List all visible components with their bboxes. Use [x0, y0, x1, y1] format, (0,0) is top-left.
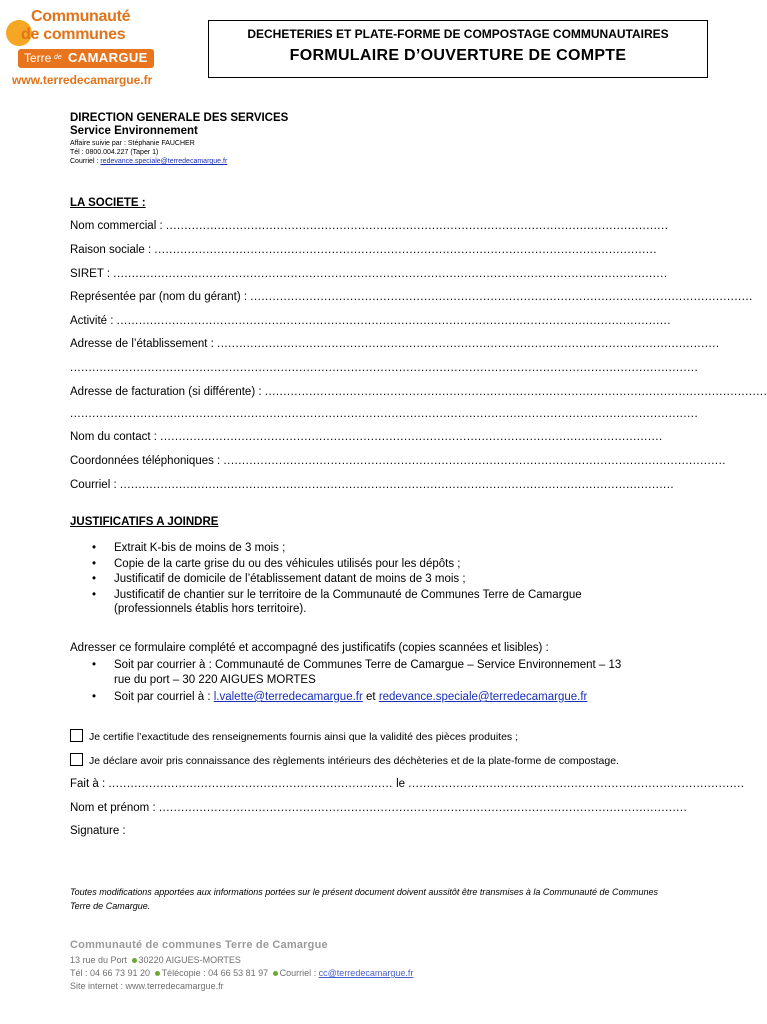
field-nom-prenom[interactable]: Nom et prénom : ............................................................................................................................................... [70, 802, 688, 814]
field-label: SIRET : [70, 268, 114, 280]
field-nom-contact[interactable]: Nom du contact : ........................................................................................................................................ [70, 431, 663, 443]
logo-band [18, 49, 154, 68]
footer-site: Site internet : www.terredecamargue.fr [70, 981, 224, 991]
field-siret[interactable]: SIRET : ...................................................................................................................................................... [70, 268, 668, 280]
field-label: Nom du contact : [70, 431, 161, 443]
email-link-redevance[interactable]: redevance.speciale@terredecamargue.fr [378, 691, 588, 703]
field-label: Nom et prénom : [70, 802, 159, 814]
envoi-intro: Adresser ce formulaire complété et accompagné des justificatifs (copies scannées et lisibles) : [70, 642, 549, 654]
field-adresse-etablissement[interactable]: Adresse de l’établissement : ........................................................................................................................................ [70, 338, 720, 350]
field-adresse-etablissement-suite[interactable]: .......................................................................................................................................................................... [70, 362, 699, 374]
envoi-courrier: • Soit par courrier à : Communauté de Communes Terre de Camargue – Service Environnement – 13 rue du port – 30 220 AIGUES MORTES [92, 658, 627, 687]
field-label: Adresse de l’établissement : [70, 338, 218, 350]
service-email-link[interactable]: redevance.speciale@terredecamargue.fr [100, 158, 228, 165]
footer-addr2: 30220 AIGUES-MORTES [138, 955, 241, 965]
list-item: • Copie de la carte grise du ou des véhicules utilisés pour les dépôts ; [92, 557, 627, 572]
field-adresse-facturation[interactable]: Adresse de facturation (si différente) : ........................................................................................................................................ [70, 386, 767, 398]
field-signature[interactable] [70, 825, 623, 837]
courriel-prefix: Soit par courriel à : [114, 691, 214, 703]
logo-band-camargue: CAMARGUE [68, 50, 148, 65]
societe-heading: LA SOCIETE : [70, 197, 146, 209]
list-item: • Justificatif de domicile de l’établissement datant de moins de 3 mois ; [92, 572, 627, 587]
footer-fax: Télécopie : 04 66 53 81 97 [161, 968, 271, 978]
logo-band-de: de [54, 54, 62, 61]
field-label: Signature : [70, 825, 126, 837]
header-box [208, 20, 708, 78]
justificatifs-list [92, 541, 627, 618]
list-item: • Extrait K-bis de moins de 3 mois ; [92, 541, 627, 556]
field-raison-sociale[interactable]: Raison sociale : ........................................................................................................................................ [70, 244, 657, 256]
service-tel: Tél : 0800.004.227 (Taper 1) [70, 149, 159, 156]
affaire-suivie: Affaire suivie par : Stéphanie FAUCHER [70, 140, 195, 147]
list-item: • Justificatif de chantier sur le territoire de la Communauté de Communes Terre de Camargue (professionnels établis hors territoire). [92, 588, 627, 617]
footer-addr1: 13 rue du Port [70, 955, 130, 965]
service-name: Service Environnement [70, 125, 198, 137]
field-fait-a[interactable]: Fait à : ............................................................................. le ........................................................................................... [70, 778, 745, 790]
reglement-row [70, 753, 619, 767]
field-label: Représentée par (nom du gérant) : [70, 291, 251, 303]
email-link-valette[interactable]: l.valette@terredecamargue.fr [213, 691, 363, 703]
field-label: Courriel : [70, 479, 120, 491]
logo-band-terre: Terre [24, 51, 52, 65]
field-label: Fait à : [70, 778, 109, 790]
service-courriel [70, 158, 227, 165]
footer-contacts [70, 968, 413, 978]
logo-url: www.terredecamargue.fr [12, 73, 153, 87]
field-activite[interactable]: Activité : ...................................................................................................................................................... [70, 315, 671, 327]
field-telephone[interactable]: Coordonnées téléphoniques : ........................................................................................................................................ [70, 455, 726, 467]
reglement-checkbox[interactable] [70, 753, 83, 766]
field-label: Adresse de facturation (si différente) : [70, 386, 265, 398]
field-representee-par[interactable]: Représentée par (nom du gérant) : ........................................................................................................................................ [70, 291, 753, 303]
bullet-icon [273, 971, 278, 976]
certify-label: Je certifie l’exactitude des renseignements fournis ainsi que la validité des pièces produites ; [89, 731, 518, 743]
bullet-icon [132, 958, 137, 963]
header-line1: DECHETERIES ET PLATE-FORME DE COMPOSTAGE COMMUNAUTAIRES [247, 27, 669, 41]
logo [6, 6, 156, 90]
footer-title: Communauté de communes Terre de Camargue [70, 939, 328, 951]
footer-courriel-label: Courriel : [279, 968, 319, 978]
field-label: Nom commercial : [70, 220, 166, 232]
email-separator: et [362, 691, 379, 703]
logo-line2: de communes [21, 26, 126, 43]
footer-address [70, 955, 241, 965]
field-nom-commercial[interactable]: Nom commercial : ........................................................................................................................................ [70, 220, 669, 232]
field-label-le: le [392, 778, 409, 790]
modification-note: Toutes modifications apportées aux informations portées sur le présent document doivent aussitôt être transmises à la Communauté de Communes Terre de Camargue. [70, 887, 658, 911]
direction-title: DIRECTION GENERALE DES SERVICES [70, 112, 289, 124]
reglement-label: Je déclare avoir pris connaissance des règlements intérieurs des déchèteries et de la plate-forme de compostage. [89, 755, 619, 767]
footer-email-link[interactable]: cc@terredecamargue.fr [318, 968, 414, 978]
field-label: Coordonnées téléphoniques : [70, 455, 224, 467]
field-adresse-facturation-suite[interactable]: .......................................................................................................................................................................... [70, 408, 699, 420]
field-label: Activité : [70, 315, 117, 327]
page-title: FORMULAIRE D’OUVERTURE DE COMPTE [289, 47, 627, 64]
courriel-label: Courriel : [70, 158, 101, 165]
certify-checkbox[interactable] [70, 729, 83, 742]
justificatifs-heading: JUSTIFICATIFS A JOINDRE [70, 516, 219, 528]
bullet-icon [155, 971, 160, 976]
field-label: Raison sociale : [70, 244, 155, 256]
certify-row [70, 729, 518, 743]
logo-line1: Communauté [31, 8, 131, 25]
envoi-list [92, 658, 627, 705]
envoi-courriel [92, 690, 627, 705]
footer-tel: Tél : 04 66 73 91 20 [70, 968, 153, 978]
field-courriel[interactable]: Courriel : ...................................................................................................................................................... [70, 479, 675, 491]
